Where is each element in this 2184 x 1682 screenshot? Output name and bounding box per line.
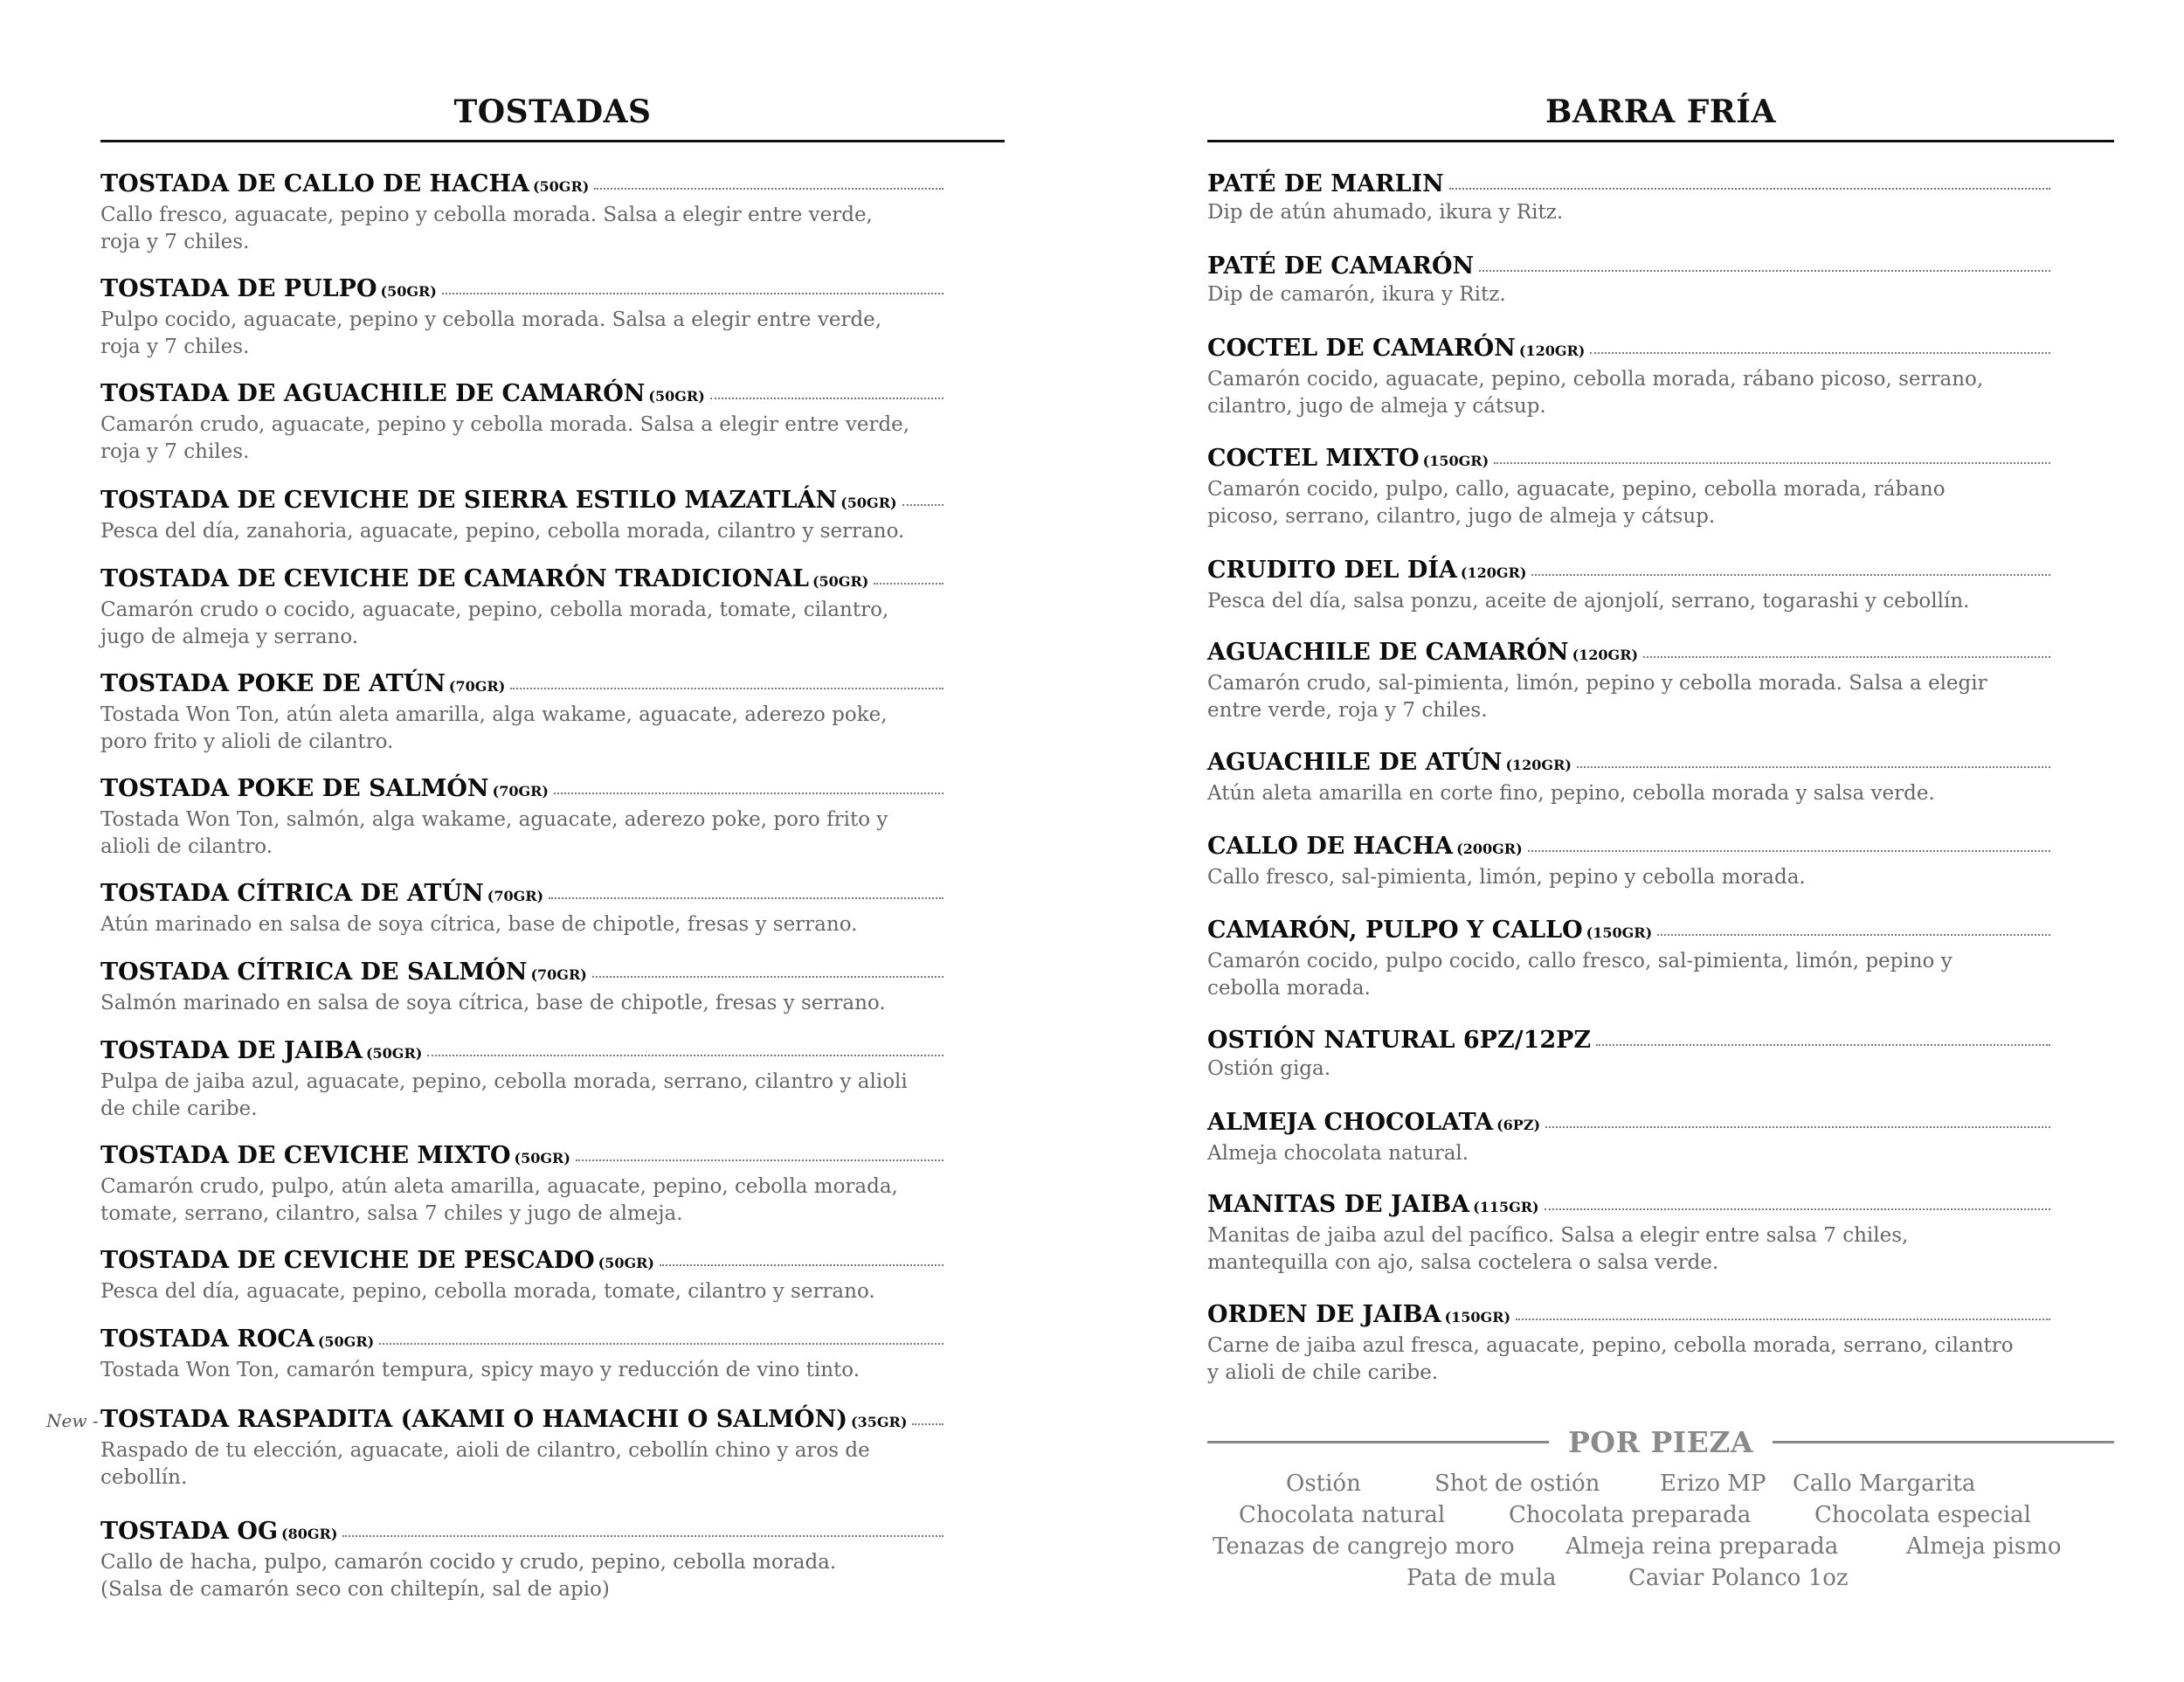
menu-item-header bbox=[100, 564, 943, 597]
menu-item-name: COCTEL DE CAMARÓN bbox=[1207, 335, 1516, 362]
por-pieza-section bbox=[1207, 1420, 2114, 1682]
menu-item bbox=[100, 958, 943, 1017]
title-divider bbox=[100, 140, 1005, 142]
menu-item-weight: (50GR) bbox=[365, 1045, 423, 1062]
section-title-tostadas: TOSTADAS bbox=[453, 93, 652, 130]
menu-item-name: TOSTADA DE CALLO DE HACHA bbox=[100, 170, 529, 197]
menu-item-name: TOSTADA CÍTRICA DE SALMÓN bbox=[100, 959, 528, 986]
menu-item-description: Camarón cocido, pulpo cocido, callo fresco, sal-pimienta, limón, pepino y cebolla morada. bbox=[1207, 950, 1952, 1000]
menu-item-name: TOSTADA DE CEVICHE DE CAMARÓN TRADICIONAL bbox=[100, 565, 809, 592]
dotted-leader bbox=[912, 1423, 943, 1425]
por-pieza-item: Caviar Polanco 1oz bbox=[1628, 1565, 1849, 1591]
menu-item-header bbox=[100, 170, 943, 202]
menu-item-name: TOSTADA DE JAIBA bbox=[100, 1037, 363, 1064]
menu-item-header bbox=[100, 1517, 943, 1549]
por-pieza-item: Chocolata especial bbox=[1814, 1502, 2031, 1528]
menu-item-header bbox=[100, 879, 943, 911]
por-pieza-item: Almeja reina preparada bbox=[1565, 1533, 1839, 1560]
menu-item-header bbox=[1207, 916, 2050, 948]
menu-item-name: TOSTADA DE CEVICHE DE SIERRA ESTILO MAZATLÁN bbox=[100, 487, 838, 514]
menu-item-weight: (50GR) bbox=[514, 1150, 570, 1166]
menu-item-description: Pulpa de jaiba azul, aguacate, pepino, cebolla morada, serrano, cilantro y alioli de chile caribe. bbox=[100, 1070, 908, 1120]
menu-item-weight: (70GR) bbox=[448, 678, 506, 695]
por-pieza-item: Almeja pismo bbox=[1906, 1533, 2062, 1560]
menu-item-header bbox=[1207, 638, 2050, 670]
menu-item-description: Pesca del día, zanahoria, aguacate, pepino, cebolla morada, cilantro y serrano. bbox=[100, 520, 905, 543]
menu-item-description: Ostión giga. bbox=[1207, 1057, 1331, 1080]
divider-line bbox=[1207, 1441, 1549, 1443]
dotted-leader bbox=[1657, 934, 2050, 936]
dotted-leader bbox=[554, 793, 943, 794]
dotted-leader bbox=[660, 1264, 943, 1266]
menu-item-name: CAMARÓN, PULPO Y CALLO bbox=[1207, 917, 1583, 944]
menu-item bbox=[1207, 1026, 2050, 1083]
por-pieza-item: Pata de mula bbox=[1406, 1565, 1557, 1591]
por-pieza-item: Ostión bbox=[1286, 1471, 1361, 1497]
menu-item bbox=[1207, 1300, 2050, 1387]
por-pieza-item: Shot de ostión bbox=[1434, 1471, 1600, 1497]
divider-line bbox=[1773, 1441, 2114, 1443]
menu-item-description: Camarón cocido, pulpo, callo, aguacate, pepino, cebolla morada, rábano picoso, serrano, cilantro, jugo de almeja y cátsup. bbox=[1207, 478, 1946, 528]
menu-item-name: TOSTADA ROCA bbox=[100, 1326, 314, 1353]
menu-item-weight: (50GR) bbox=[812, 573, 869, 590]
dotted-leader bbox=[710, 398, 943, 399]
menu-item-name: CRUDITO DEL DÍA bbox=[1207, 557, 1457, 584]
menu-item-weight: (120GR) bbox=[1572, 647, 1639, 663]
menu-item-description: Salmón marinado en salsa de soya cítrica, base de chipotle, fresas y serrano. bbox=[100, 992, 886, 1014]
por-pieza-item: Chocolata natural bbox=[1239, 1502, 1446, 1528]
menu-item-header bbox=[1207, 832, 2050, 864]
menu-item-name: TOSTADA OG bbox=[100, 1518, 279, 1545]
dotted-leader bbox=[1516, 1319, 2050, 1320]
menu-item-description: Atún marinado en salsa de soya cítrica, base de chipotle, fresas y serrano. bbox=[100, 913, 858, 936]
dotted-leader bbox=[1545, 1208, 2050, 1210]
dotted-leader bbox=[1494, 462, 2050, 464]
menu-item-header bbox=[100, 486, 943, 518]
menu-item-description: Tostada Won Ton, salmón, alga wakame, aguacate, aderezo poke, poro frito y alioli de cilantro. bbox=[100, 808, 888, 858]
menu-item-weight: (50GR) bbox=[380, 283, 437, 300]
menu-item-weight: (50GR) bbox=[598, 1255, 654, 1271]
menu-item-weight: (150GR) bbox=[1422, 453, 1489, 469]
menu-item-weight: (200GR) bbox=[1456, 841, 1523, 857]
menu-item-description: Tostada Won Ton, atún aleta amarilla, alga wakame, aguacate, aderezo poke, poro frito y alioli de cilantro. bbox=[100, 703, 888, 753]
menu-item-name: TOSTADA DE CEVICHE DE PESCADO bbox=[100, 1247, 595, 1274]
dotted-leader bbox=[1449, 188, 2050, 190]
menu-item-header bbox=[100, 1405, 943, 1437]
menu-item-description: Camarón crudo, sal-pimienta, limón, pepino y cebolla morada. Salsa a elegir entre verde, roja y 7 chiles. bbox=[1207, 672, 1987, 722]
menu-item-weight: (50GR) bbox=[532, 178, 590, 195]
menu-item-weight: (50GR) bbox=[648, 388, 705, 405]
menu-item-weight: (80GR) bbox=[281, 1526, 338, 1542]
menu-item-description: Dip de camarón, ikura y Ritz. bbox=[1207, 283, 1506, 306]
menu-item bbox=[100, 1246, 943, 1305]
menu-item bbox=[100, 1141, 943, 1228]
menu-item-name: MANITAS DE JAIBA bbox=[1207, 1191, 1470, 1218]
dotted-leader bbox=[594, 188, 943, 190]
menu-item-weight: (50GR) bbox=[840, 495, 897, 511]
menu-item-name: TOSTADA DE CEVICHE MIXTO bbox=[100, 1142, 511, 1169]
menu-item bbox=[1207, 638, 2050, 724]
dotted-leader bbox=[1545, 1126, 2050, 1128]
dotted-leader bbox=[902, 504, 943, 506]
menu-item-header bbox=[1207, 170, 2050, 199]
menu-item bbox=[1207, 1108, 2050, 1167]
menu-item-name: AGUACHILE DE CAMARÓN bbox=[1207, 639, 1569, 666]
menu-item bbox=[46, 1405, 943, 1492]
menu-item-header bbox=[100, 1246, 943, 1278]
menu-item-header bbox=[100, 669, 943, 702]
menu-item-header bbox=[1207, 556, 2050, 588]
menu-item-name: PATÉ DE CAMARÓN bbox=[1207, 253, 1475, 280]
dotted-leader bbox=[1528, 850, 2050, 852]
menu-item-description: Pesca del día, aguacate, pepino, cebolla morada, tomate, cilantro y serrano. bbox=[100, 1280, 875, 1303]
dotted-leader bbox=[1577, 766, 2050, 768]
menu-item-name: TOSTADA RASPADITA (AKAMI O HAMACHI O SALMÓN) bbox=[100, 1406, 848, 1433]
menu-item bbox=[100, 564, 943, 651]
menu-item bbox=[100, 1325, 943, 1384]
dotted-leader bbox=[1590, 352, 2050, 354]
menu-item-description: Atún aleta amarilla en corte fino, pepino, cebolla morada y salsa verde. bbox=[1207, 782, 1935, 805]
menu-item bbox=[100, 486, 943, 545]
menu-item-weight: (120GR) bbox=[1518, 343, 1586, 359]
menu-item-header bbox=[1207, 252, 2050, 281]
menu-item-header bbox=[1207, 334, 2050, 366]
dotted-leader bbox=[1531, 574, 2050, 576]
menu-item-description: Dip de atún ahumado, ikura y Ritz. bbox=[1207, 201, 1564, 224]
menu-item-header bbox=[1207, 1190, 2050, 1222]
menu-item bbox=[1207, 556, 2050, 615]
menu-item-name: TOSTADA DE PULPO bbox=[100, 275, 377, 302]
menu-item-header bbox=[1207, 1026, 2050, 1056]
menu-item bbox=[1207, 170, 2050, 226]
menu-item-weight: (120GR) bbox=[1460, 564, 1527, 581]
menu-item bbox=[1207, 334, 2050, 420]
por-pieza-item: Callo Margarita bbox=[1793, 1471, 1976, 1497]
dotted-leader bbox=[1643, 656, 2050, 658]
menu-item-description: Camarón crudo, aguacate, pepino y cebolla morada. Salsa a elegir entre verde, roja y 7 chiles. bbox=[100, 413, 910, 463]
menu-item-name: TOSTADA CÍTRICA DE ATÚN bbox=[100, 880, 484, 907]
menu-item bbox=[100, 879, 943, 938]
menu-item bbox=[100, 774, 943, 861]
menu-item-weight: (120GR) bbox=[1505, 757, 1572, 773]
menu-item bbox=[100, 170, 943, 256]
menu-item-header bbox=[100, 1325, 943, 1357]
menu-item-description: Manitas de jaiba azul del pacífico. Salsa a elegir entre salsa 7 chiles, mantequilla con ajo, salsa coctelera o salsa verde. bbox=[1207, 1224, 1909, 1274]
menu-item-header bbox=[1207, 1108, 2050, 1140]
menu-item-description: Camarón crudo, pulpo, atún aleta amarilla, aguacate, pepino, cebolla morada, tomate, serrano, cilantro, salsa 7 chiles y jugo de almeja. bbox=[100, 1175, 898, 1225]
dotted-leader bbox=[576, 1159, 943, 1161]
menu-item-description: Camarón crudo o cocido, aguacate, pepino, cebolla morada, tomate, cilantro, jugo de almeja y serrano. bbox=[100, 599, 889, 648]
dotted-leader bbox=[1596, 1044, 2050, 1046]
menu-item-name: TOSTADA POKE DE ATÚN bbox=[100, 670, 446, 697]
menu-item bbox=[1207, 1190, 2050, 1277]
new-tag: New - bbox=[46, 1410, 99, 1431]
dotted-leader bbox=[379, 1343, 943, 1345]
menu-item-name: PATÉ DE MARLIN bbox=[1207, 170, 1444, 197]
menu-item-weight: (50GR) bbox=[317, 1333, 375, 1350]
menu-item-header bbox=[100, 274, 943, 307]
menu-item-header bbox=[100, 379, 943, 412]
menu-item-name: TOSTADA DE AGUACHILE DE CAMARÓN bbox=[100, 380, 646, 407]
menu-item-header bbox=[1207, 1300, 2050, 1332]
menu-item-header bbox=[100, 1036, 943, 1069]
menu-item-description: Callo de hacha, pulpo, camarón cocido y crudo, pepino, cebolla morada. (Salsa de camarón seco con chiltepín, sal de apio) bbox=[100, 1551, 837, 1601]
menu-item-weight: (150GR) bbox=[1586, 924, 1653, 941]
menu-item-header bbox=[100, 1141, 943, 1173]
menu-item bbox=[100, 379, 943, 466]
menu-item-header bbox=[1207, 748, 2050, 780]
menu-item-description: Almeja chocolata natural. bbox=[1207, 1142, 1469, 1165]
dotted-leader bbox=[510, 688, 943, 689]
menu-item-weight: (70GR) bbox=[492, 783, 549, 799]
menu-item bbox=[100, 1036, 943, 1123]
menu-item-header bbox=[100, 774, 943, 806]
menu-item-header bbox=[100, 958, 943, 990]
dotted-leader bbox=[874, 583, 943, 585]
menu-item-description: Camarón cocido, aguacate, pepino, cebolla morada, rábano picoso, serrano, cilantro, jugo de almeja y cátsup. bbox=[1207, 368, 1984, 418]
menu-item bbox=[1207, 832, 2050, 891]
menu-item-name: ALMEJA CHOCOLATA bbox=[1207, 1109, 1494, 1136]
menu-item-weight: (70GR) bbox=[530, 966, 587, 983]
dotted-leader bbox=[1479, 270, 2050, 272]
menu-item-description: Tostada Won Ton, camarón tempura, spicy mayo y reducción de vino tinto. bbox=[100, 1359, 860, 1381]
menu-item-weight: (6PZ) bbox=[1496, 1117, 1541, 1133]
menu-item-description: Callo fresco, sal-pimienta, limón, pepino y cebolla morada. bbox=[1207, 866, 1806, 889]
por-pieza-item: Erizo MP bbox=[1660, 1471, 1766, 1497]
menu-item bbox=[100, 274, 943, 361]
menu-item bbox=[100, 1517, 943, 1603]
dotted-leader bbox=[549, 897, 943, 899]
menu-item bbox=[1207, 916, 2050, 1002]
menu-item-description: Callo fresco, aguacate, pepino y cebolla morada. Salsa a elegir entre verde, roja y 7 chiles. bbox=[100, 204, 873, 253]
menu-item-weight: (35GR) bbox=[851, 1414, 908, 1430]
menu-item bbox=[1207, 444, 2050, 530]
menu-item-description: Carne de jaiba azul fresca, aguacate, pepino, cebolla morada, serrano, cilantro y alioli de chile caribe. bbox=[1207, 1334, 2014, 1384]
menu-item-description: Pulpo cocido, aguacate, pepino y cebolla morada. Salsa a elegir entre verde, roja y 7 chiles. bbox=[100, 308, 882, 358]
menu-item-header bbox=[1207, 444, 2050, 476]
menu-item-name: CALLO DE HACHA bbox=[1207, 833, 1454, 860]
por-pieza-item: Chocolata preparada bbox=[1509, 1502, 1752, 1528]
menu-item-name: OSTIÓN NATURAL 6PZ/12PZ bbox=[1207, 1027, 1592, 1054]
dotted-leader bbox=[592, 976, 943, 978]
por-pieza-title: POR PIEZA bbox=[1567, 1424, 1754, 1459]
dotted-leader bbox=[442, 293, 943, 294]
menu-item-name: COCTEL MIXTO bbox=[1207, 445, 1420, 472]
dotted-leader bbox=[427, 1055, 943, 1056]
dotted-leader bbox=[342, 1535, 943, 1537]
menu-item-weight: (115GR) bbox=[1473, 1199, 1539, 1215]
menu-item-description: Pesca del día, salsa ponzu, aceite de ajonjolí, serrano, togarashi y cebollín. bbox=[1207, 590, 1970, 613]
menu-item-name: ORDEN DE JAIBA bbox=[1207, 1301, 1441, 1328]
por-pieza-heading bbox=[1207, 1420, 2114, 1464]
title-divider bbox=[1207, 140, 2114, 142]
menu-item-weight: (70GR) bbox=[487, 888, 544, 904]
menu-item-description: Raspado de tu elección, aguacate, aioli de cilantro, cebollín chino y aros de cebollín. bbox=[100, 1439, 870, 1489]
menu-item bbox=[1207, 748, 2050, 807]
menu-item bbox=[1207, 252, 2050, 308]
menu-item bbox=[100, 669, 943, 756]
por-pieza-item: Tenazas de cangrejo moro bbox=[1213, 1533, 1515, 1560]
menu-item-name: TOSTADA POKE DE SALMÓN bbox=[100, 775, 489, 802]
section-title-barra-fria: BARRA FRÍA bbox=[1545, 93, 1776, 130]
menu-item-weight: (150GR) bbox=[1444, 1309, 1511, 1326]
menu-item-name: AGUACHILE DE ATÚN bbox=[1207, 749, 1503, 776]
